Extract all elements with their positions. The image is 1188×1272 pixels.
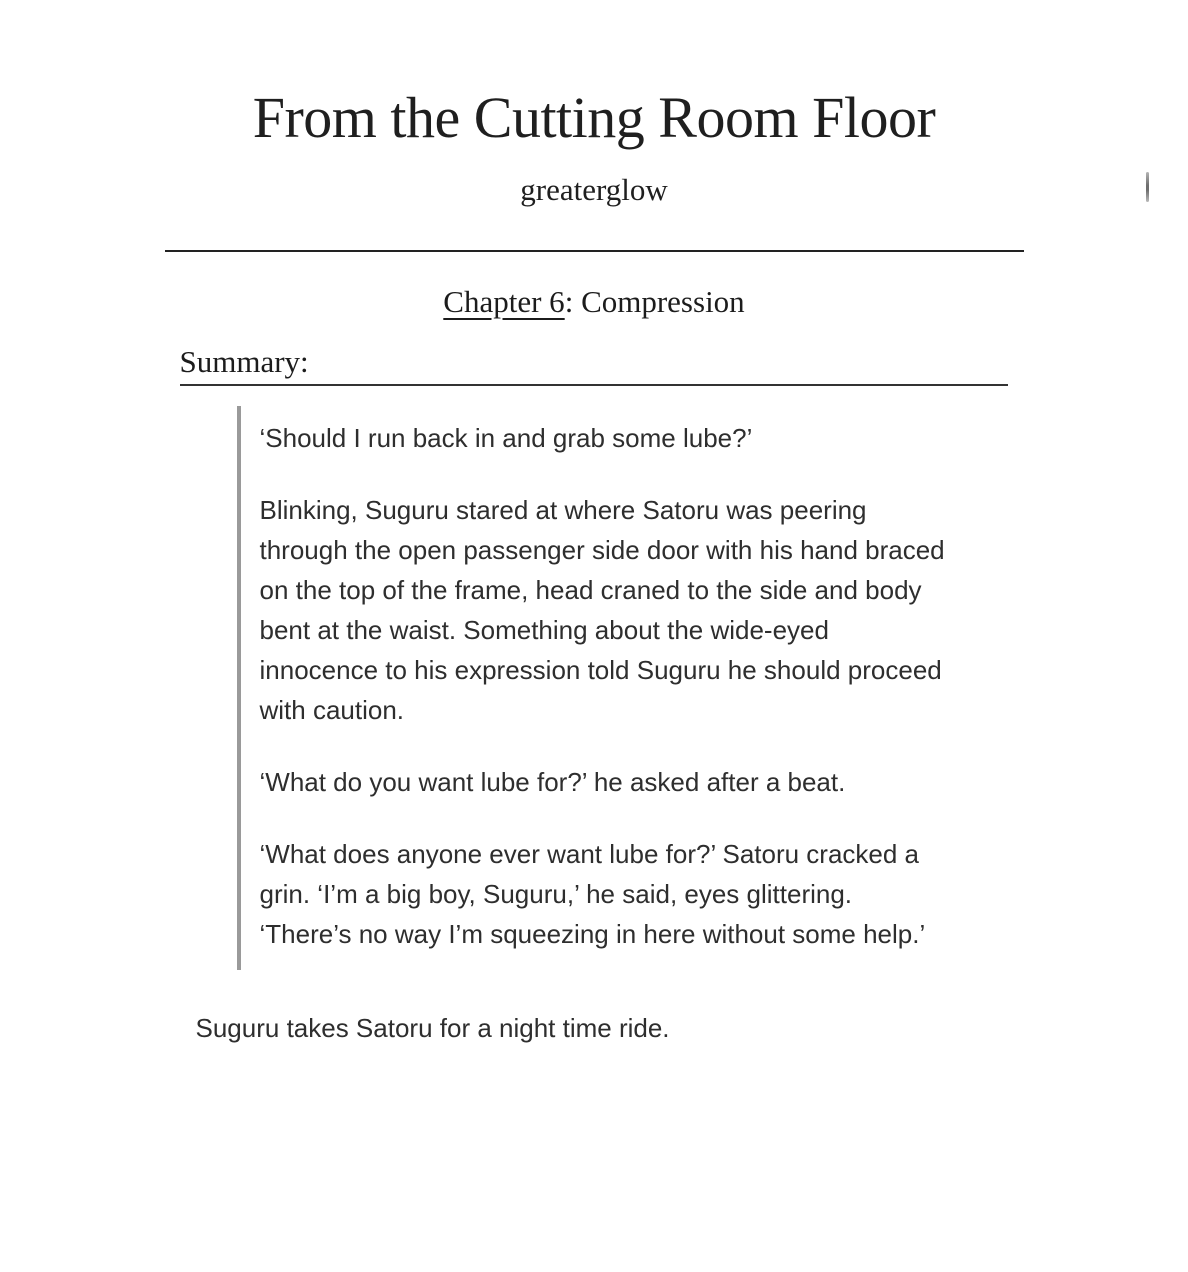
summary-paragraph: Blinking, Suguru stared at where Satoru was peering through the open passenger side door with his hand braced on the top of the frame, head craned to the side and body bent at the waist. Something about the wide-eyed innocence to his expression told Suguru he should proceed with caution.: [259, 495, 945, 725]
summary-paragraph: ‘What does anyone ever want lube for?’ Satoru cracked a grin. ‘I’m a big boy, Suguru,’ he said, eyes glittering. ‘There’s no way I’m squeezing in here without some help.’: [259, 839, 926, 949]
document-page: [165, 84, 1024, 1048]
chapter-separator: :: [564, 284, 582, 319]
summary-blockquote: [237, 406, 950, 970]
chapter-title-text: Compression: [581, 284, 745, 319]
summary-heading: Summary:: [180, 344, 1008, 386]
chapter-link[interactable]: Chapter 6: [443, 284, 565, 319]
summary-paragraph: ‘What do you want lube for?’ he asked after a beat.: [259, 767, 846, 797]
summary-closing-line: Suguru takes Satoru for a night time ride.: [195, 1013, 670, 1043]
work-title: From the Cutting Room Floor: [252, 85, 936, 150]
author-byline[interactable]: greaterglow: [520, 172, 668, 207]
chapter-heading: [165, 282, 1024, 322]
summary-paragraph: ‘Should I run back in and grab some lube?’: [259, 423, 753, 453]
section-divider: [165, 250, 1024, 252]
scrollbar-thumb[interactable]: [1146, 172, 1149, 202]
